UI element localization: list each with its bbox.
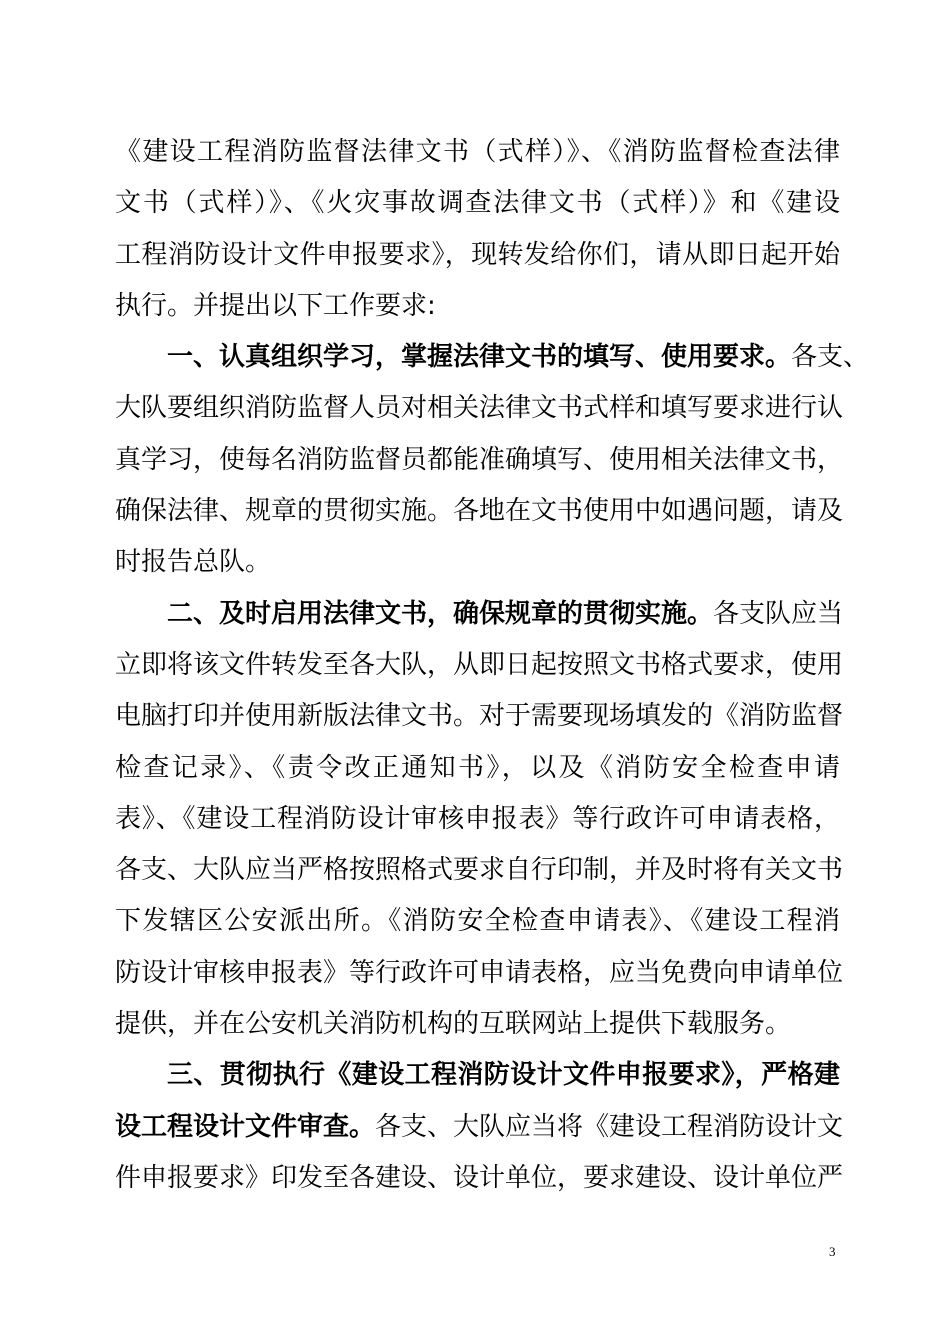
section-heading: 一、认真组织学习，掌握法律文书的填写、使用要求。 bbox=[167, 342, 792, 373]
text-segment: 立即将该文件转发至各大队，从即日起按照文书格式要求，使用 bbox=[115, 649, 844, 680]
paragraph-section-2 bbox=[115, 589, 844, 1051]
text-segment: 《建设工程消防监督法律文书（式样）》、《消防监督检查法律 bbox=[115, 137, 840, 167]
text-segment: 电脑打印并使用新版法律文书。对于需要现场填发的《消防监督 bbox=[115, 701, 844, 732]
section-heading: 三、贯彻执行《建设工程消防设计文件申报要求》，严格建 bbox=[167, 1060, 840, 1091]
text-line bbox=[115, 281, 840, 332]
text-line bbox=[115, 435, 844, 486]
section-heading: 设工程设计文件审查。 bbox=[115, 1111, 376, 1142]
text-line bbox=[115, 178, 840, 229]
text-segment: 件申报要求》印发至各建设、设计单位，要求建设、设计单位严 bbox=[115, 1162, 844, 1193]
text-line bbox=[115, 691, 844, 742]
text-line bbox=[115, 589, 844, 640]
text-segment: 文书（式样）》、《火灾事故调查法律文书（式样）》和《建设 bbox=[115, 188, 840, 219]
text-line bbox=[115, 1050, 840, 1101]
text-segment: 确保法律、规章的贯彻实施。各地在文书使用中如遇问题，请及 bbox=[115, 496, 844, 527]
paragraph-section-1 bbox=[115, 332, 870, 588]
text-line bbox=[115, 332, 870, 383]
paragraph-section-3 bbox=[115, 1050, 844, 1204]
text-line bbox=[115, 537, 840, 588]
text-segment: 时报告总队。 bbox=[115, 547, 272, 578]
text-segment: 真学习，使每名消防监督员都能准确填写、使用相关法律文书， bbox=[115, 444, 844, 475]
text-segment: 表》、《建设工程消防设计审核申报表》等行政许可申请表格， bbox=[115, 803, 840, 834]
paragraph-intro bbox=[115, 127, 840, 332]
text-line bbox=[115, 486, 844, 537]
text-line bbox=[115, 845, 844, 896]
text-line bbox=[115, 1153, 844, 1204]
text-segment: 各支队应当 bbox=[713, 598, 844, 629]
text-segment: 下发辖区公安派出所。《消防安全检查申请表》、《建设工程消 bbox=[115, 906, 840, 937]
text-segment: 防设计审核申报表》等行政许可申请表格，应当免费向申请单位 bbox=[115, 957, 844, 988]
text-line bbox=[115, 743, 840, 794]
text-line bbox=[115, 794, 840, 845]
text-segment: 各支、 bbox=[791, 342, 870, 373]
text-line bbox=[115, 640, 844, 691]
text-line bbox=[115, 230, 840, 281]
text-segment: 各支、大队应当严格按照格式要求自行印制，并及时将有关文书 bbox=[115, 855, 844, 886]
text-segment: 提供，并在公安机关消防机构的互联网站上提供下载服务。 bbox=[115, 1009, 792, 1040]
text-segment: 工程消防设计文件申报要求》，现转发给你们，请从即日起开始 bbox=[115, 239, 840, 270]
text-line bbox=[115, 127, 840, 178]
page-number: 3 bbox=[829, 1244, 836, 1259]
text-line bbox=[115, 896, 840, 947]
text-line bbox=[115, 383, 844, 434]
text-segment: 大队要组织消防监督人员对相关法律文书式样和填写要求进行认 bbox=[115, 393, 844, 424]
section-heading: 二、及时启用法律文书，确保规章的贯彻实施。 bbox=[167, 598, 714, 629]
text-line bbox=[115, 948, 844, 999]
document-body bbox=[115, 127, 870, 1204]
text-segment: 各支、大队应当将《建设工程消防设计文 bbox=[375, 1111, 844, 1142]
text-line bbox=[115, 1102, 844, 1153]
text-segment: 执行。并提出以下工作要求: bbox=[115, 290, 436, 321]
text-segment: 检查记录》、《责令改正通知书》，以及《消防安全检查申请 bbox=[115, 752, 840, 783]
text-line bbox=[115, 999, 840, 1050]
